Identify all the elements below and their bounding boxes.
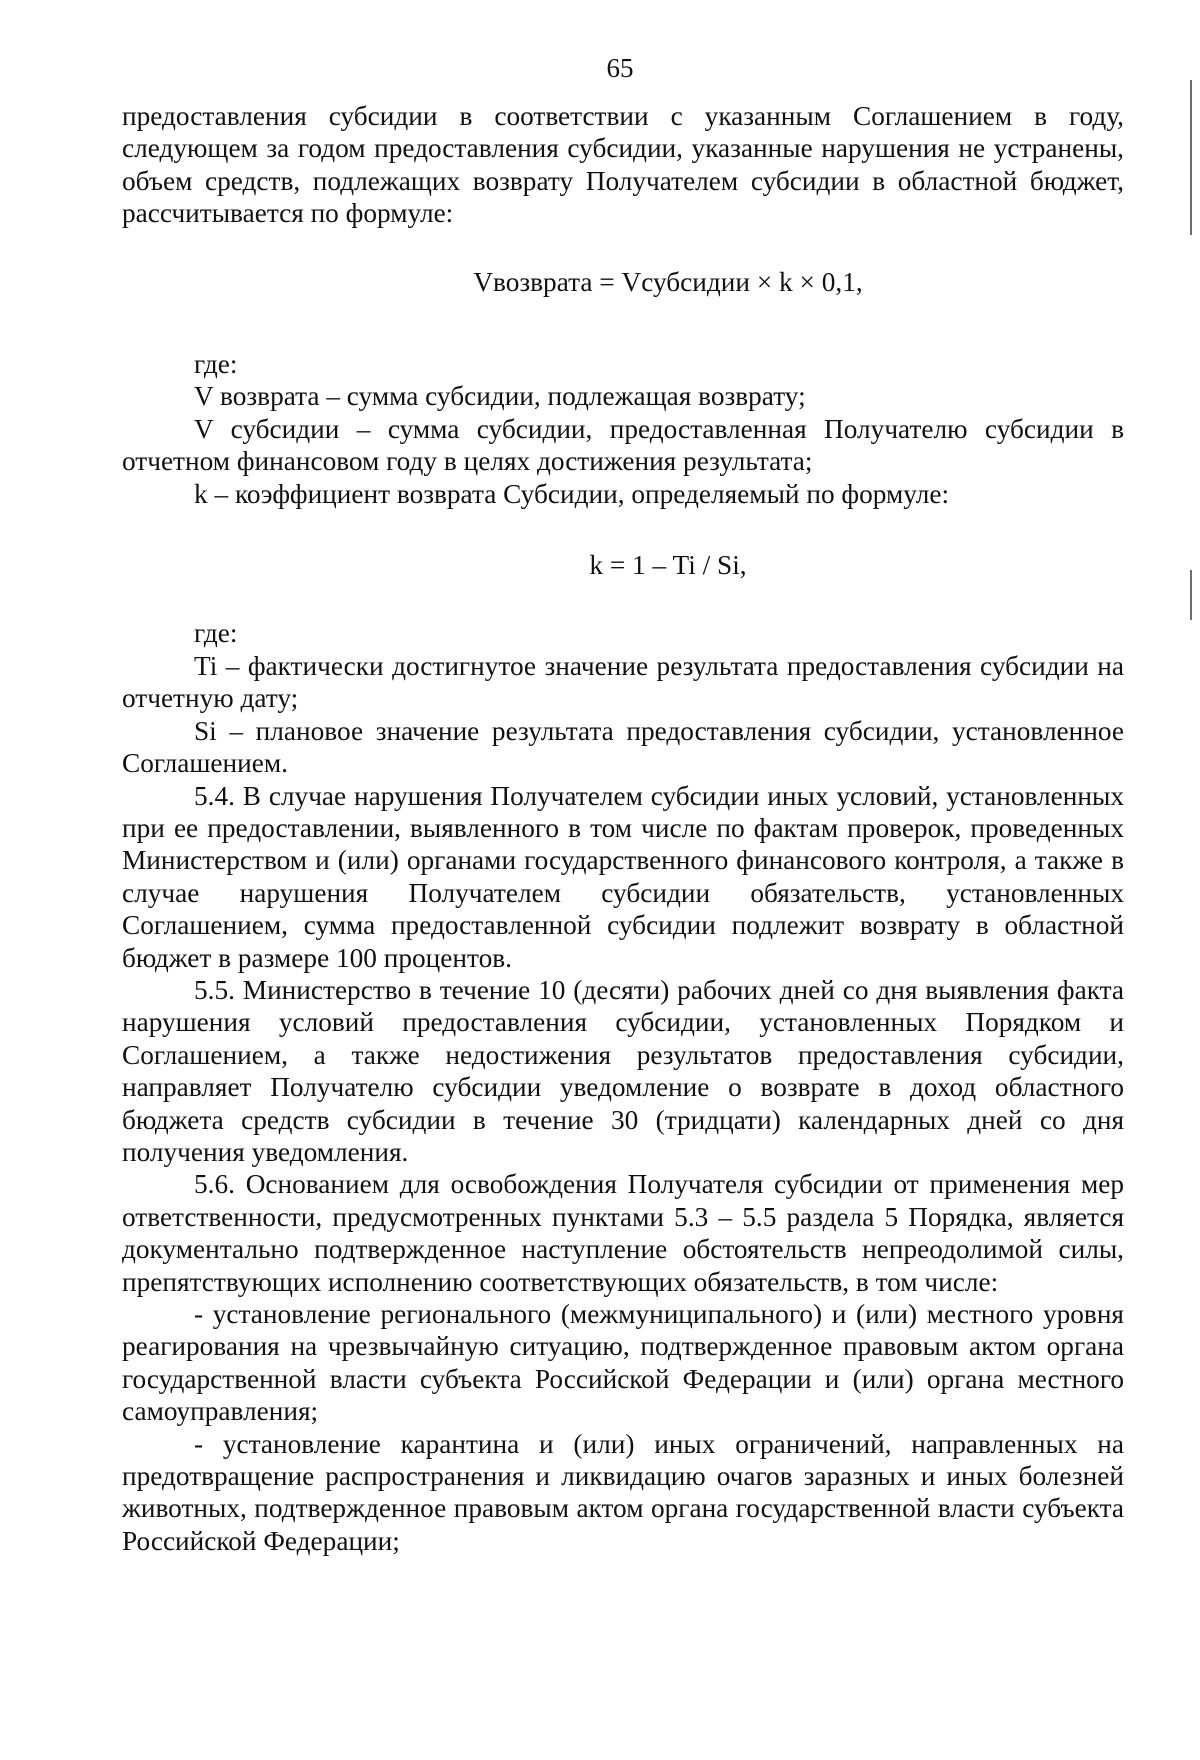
page-number: 65 (606, 53, 634, 83)
definition-v-return: V возврата – сумма субсидии, подлежащая возврату; (194, 381, 806, 412)
paragraph-continuation: предоставления субсидии в соответствии с указанным Соглашением в году, следующем за годом предоставления субсидии, указанные нарушения не устранены, объем средств, подлежащих возврату Получателем субсидии в областной бюджет, рассчитывается по формуле: (122, 101, 1124, 229)
clause-5-4: 5.4. В случае нарушения Получателем субсидии иных условий, установленных при ее предоставлении, выявленного в том числе по фактам проверок, проведенных Министерством и (или) органами государственного финансового контроля, а также в случае нарушения Получателем субсидии обязательств, установленных Соглашением, сумма предоставленной субсидии подлежит возврату в областной бюджет в размере 100 процентов. (122, 780, 1124, 973)
clause-5-5: 5.5. Министерство в течение 10 (десяти) рабочих дней со дня выявления факта нарушения условий предоставления субсидии, установленных Порядком и Соглашением, а также недостижения результатов предоставления субсидии, направляет Получателю субсидии уведомление о возврате в доход областного бюджета средств субсидии в течение 30 (тридцати) календарных дней со дня получения уведомления. (122, 974, 1124, 1167)
formula-return-amount: Vвозврата = Vсубсидии × k × 0,1, (473, 266, 863, 297)
list-item: - установление карантина и (или) иных ограничений, направленных на предотвращение распространения и ликвидацию очагов заразных и иных болезней животных, подтвержденное правовым актом органа государственной власти субъекта Российской Федерации; (122, 1428, 1124, 1556)
definition-k: k – коэффициент возврата Субсидии, определяемый по формуле: (194, 478, 950, 509)
where-label: где: (194, 618, 238, 649)
definition-v-subsidy: V субсидии – сумма субсидии, предоставленная Получателю субсидии в отчетном финансовом году в целях достижения результата; (122, 413, 1124, 477)
formula-coefficient: k = 1 – Ti / Si, (589, 550, 747, 581)
document-body (122, 100, 1124, 1557)
definition-si: Si – плановое значение результата предоставления субсидии, установленное Соглашением. (122, 715, 1124, 779)
scan-edge-mark (1190, 80, 1192, 235)
scan-edge-mark (1190, 570, 1192, 620)
where-label: где: (194, 349, 238, 380)
list-item: - установление регионального (межмуниципального) и (или) местного уровня реагирования на чрезвычайную ситуацию, подтвержденное правовым актом органа государственной власти субъекта Российской Федерации и (или) органа местного самоуправления; (122, 1299, 1124, 1427)
definition-ti: Ti – фактически достигнутое значение результата предоставления субсидии на отчетную дату; (122, 650, 1124, 714)
clause-5-6: 5.6. Основанием для освобождения Получателя субсидии от применения мер ответственности, предусмотренных пунктами 5.3 – 5.5 раздела 5 Порядка, является документально подтвержденное наступление обстоятельств непреодолимой силы, препятствующих исполнению соответствующих обязательств, в том числе: (122, 1169, 1124, 1297)
